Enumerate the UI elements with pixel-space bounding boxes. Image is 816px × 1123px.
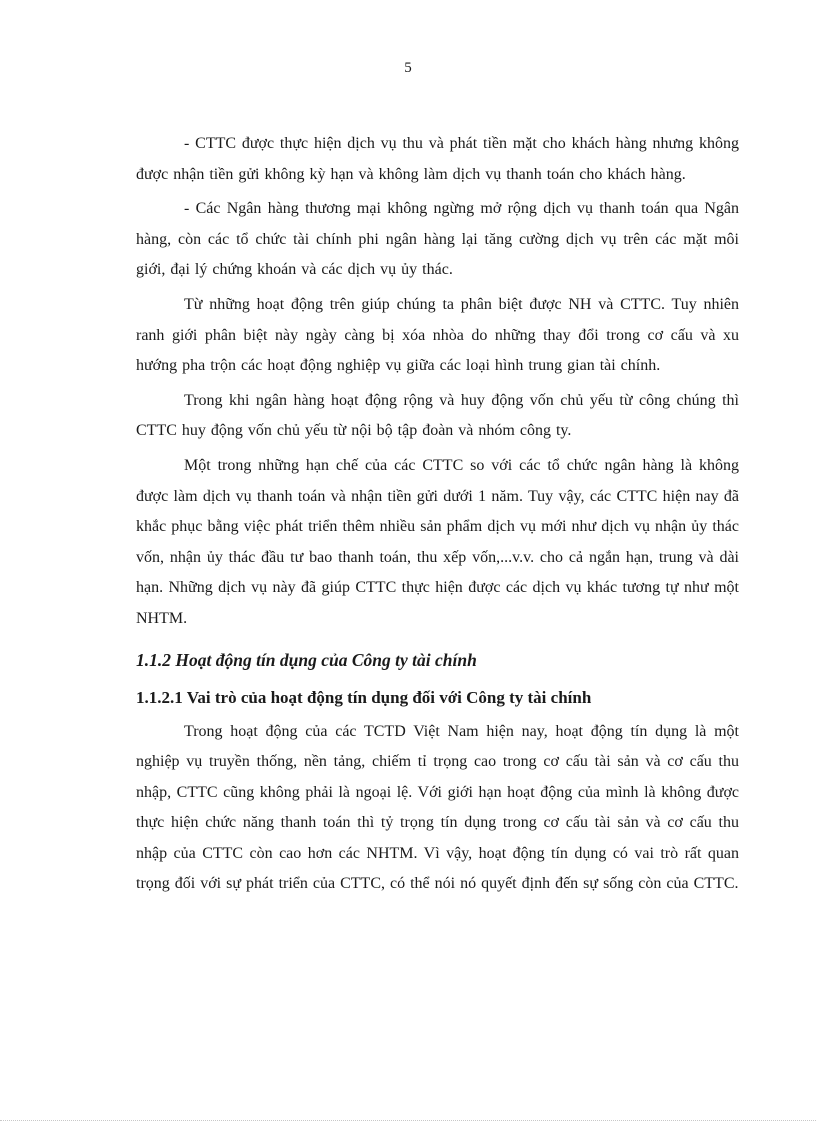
- paragraph-limitations: Một trong những hạn chế của các CTTC so với các tổ chức ngân hàng là không được làm dịch vụ thanh toán và nhận tiền gửi dưới 1 năm. Tuy vậy, các CTTC hiện nay đã khắc phục bằng việc phát triển thêm nhiều sản phẩm dịch vụ mới như dịch vụ nhận ủy thác vốn, nhận ủy thác đầu tư bao thanh toán, thu xếp vốn,...v.v. cho cả ngắn hạn, trung và dài hạn. Những dịch vụ này đã giúp CTTC thực hiện được các dịch vụ khác tương tự như một NHTM.: [136, 456, 739, 627]
- document-body: [136, 129, 739, 900]
- footer-divider: [0, 1120, 816, 1121]
- paragraph-distinction: Từ những hoạt động trên giúp chúng ta phân biệt được NH và CTTC. Tuy nhiên ranh giới phân biệt này ngày càng bị xóa nhòa do những thay đổi trong cơ cấu và xu hướng pha trộn các hoạt động nghiệp vụ giữa các loại hình trung gian tài chính.: [136, 295, 739, 375]
- page-number: 5: [404, 60, 412, 76]
- paragraph-cttc-services: - CTTC được thực hiện dịch vụ thu và phát tiền mặt cho khách hàng nhưng không được nhận tiền gửi không kỳ hạn và không làm dịch vụ thanh toán cho khách hàng.: [136, 135, 739, 183]
- subsection-heading: 1.1.2.1 Vai trò của hoạt động tín dụng đối với Công ty tài chính: [136, 687, 592, 707]
- paragraph-credit-role: Trong hoạt động của các TCTD Việt Nam hiện nay, hoạt động tín dụng là một nghiệp vụ truyền thống, nền tảng, chiếm tỉ trọng cao trong cơ cấu tài sản và cơ cấu thu nhập, CTTC cũng không phải là ngoại lệ. Với giới hạn hoạt động của mình là không được thực hiện chức năng thanh toán thì tỷ trọng tín dụng trong cơ cấu tài sản và cơ cấu thu nhập của CTTC còn cao hơn các NHTM. Vì vậy, hoạt động tín dụng có vai trò rất quan trọng đối với sự phát triển của CTTC, có thể nói nó quyết định đến sự sống còn của CTTC.: [136, 722, 739, 893]
- paragraph-capital-mobilization: Trong khi ngân hàng hoạt động rộng và huy động vốn chủ yếu từ công chúng thì CTTC huy động vốn chủ yếu từ nội bộ tập đoàn và nhóm công ty.: [136, 391, 739, 440]
- section-heading: 1.1.2 Hoạt động tín dụng của Công ty tài chính: [136, 649, 477, 670]
- paragraph-commercial-banks: - Các Ngân hàng thương mại không ngừng mở rộng dịch vụ thanh toán qua Ngân hàng, còn các tổ chức tài chính phi ngân hàng lại tăng cường dịch vụ trên các mặt môi giới, đại lý chứng khoán và các dịch vụ ủy thác.: [136, 200, 739, 279]
